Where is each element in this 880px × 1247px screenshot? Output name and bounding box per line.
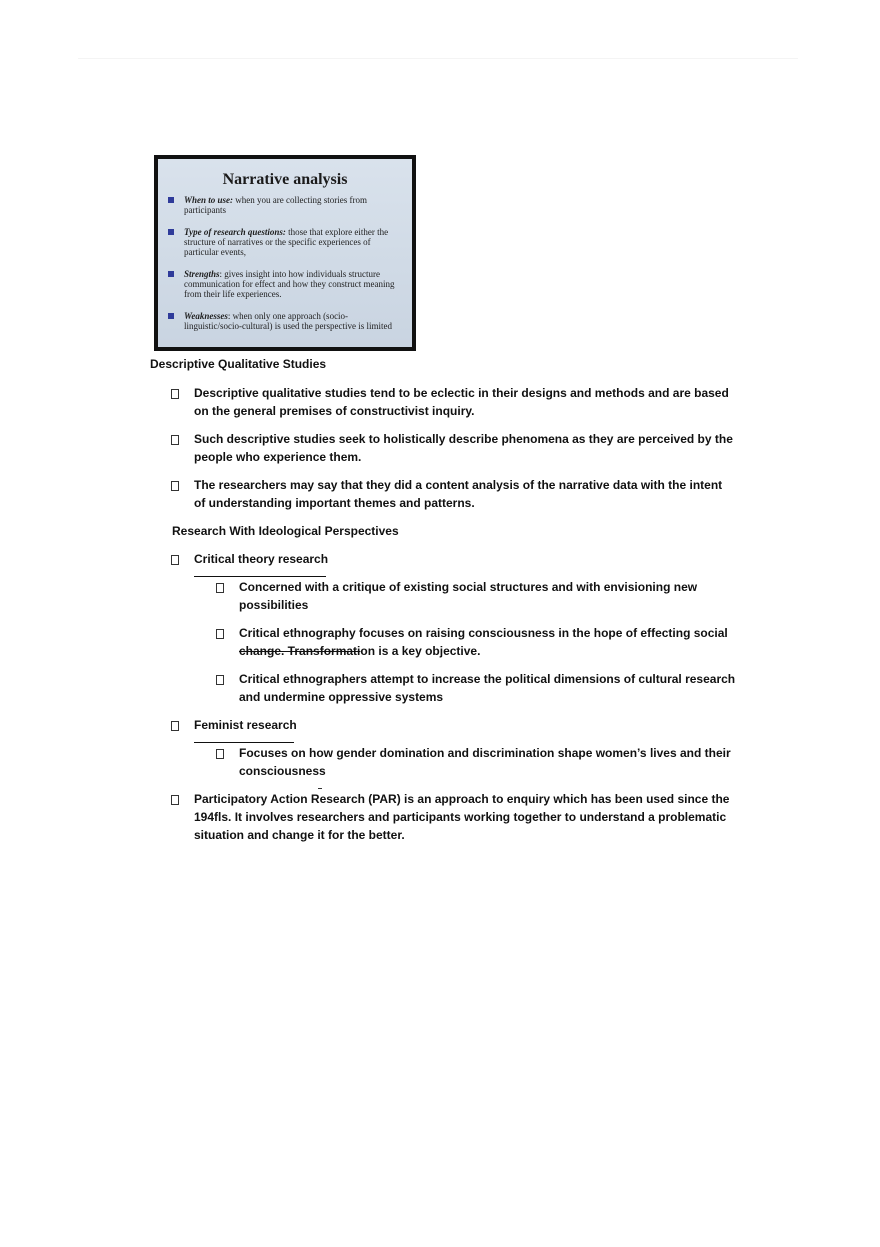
bullet-icon: [216, 749, 224, 759]
feminist-research-title: Feminist research: [194, 718, 297, 732]
section-heading-descriptive: Descriptive Qualitative Studies: [150, 357, 327, 371]
bullet-icon: [171, 795, 179, 805]
square-bullet-icon: [168, 313, 174, 319]
slide-title: Narrative analysis: [222, 171, 348, 188]
square-bullet-icon: [168, 229, 174, 235]
underline-divider: [194, 576, 326, 577]
slide-bullet-text: Strengths: gives insight into how individuals structure communication for effect and how they construct meaning from their life experiences.: [184, 269, 395, 299]
bullet-icon: [171, 481, 179, 491]
struck-text: change. Transformati: [239, 644, 361, 658]
list-item-text: on is a key objective.: [360, 644, 481, 658]
underline-divider: [194, 742, 294, 743]
bullet-icon: [171, 389, 179, 399]
list-item: [239, 624, 734, 660]
list-item-text: Critical ethnography focuses on raising consciousness in the hope of effecting social: [239, 626, 728, 640]
slide-bullet: [168, 269, 400, 299]
list-item: Such descriptive studies seek to holistically describe phenomena as they are perceived by the people who experience them.: [194, 432, 733, 464]
slide-bullet: [168, 311, 400, 331]
page-top-rule: [78, 58, 798, 59]
slide-bullet-text: When to use: when you are collecting stories from participants: [184, 195, 367, 215]
list-item: Descriptive qualitative studies tend to be eclectic in their designs and methods and are based on the general premises of constructivist inquiry.: [194, 386, 729, 418]
slide-bullet-text: Type of research questions: those that explore either the structure of narratives or the specific experiences of particular events,: [184, 227, 389, 257]
bullet-icon: [171, 435, 179, 445]
list-item: Concerned with a critique of existing social structures and with envisioning new possibilities: [239, 580, 698, 612]
square-bullet-icon: [168, 197, 174, 203]
square-bullet-icon: [168, 271, 174, 277]
bullet-icon: [171, 555, 179, 565]
list-item: Critical ethnographers attempt to increase the political dimensions of cultural research and undermine oppressive systems: [239, 672, 736, 704]
slide-bullet: [168, 195, 400, 215]
slide-bullet: [168, 227, 400, 257]
bullet-icon: [171, 721, 179, 731]
critical-theory-title: Critical theory research: [194, 552, 329, 566]
narrative-analysis-slide-image: [154, 155, 416, 351]
list-item: Participatory Action Research (PAR) is an approach to enquiry which has been used since the 194fls. It involves researchers and participants working together to understand a problematic situation and change it for the better.: [194, 792, 730, 842]
bullet-icon: [216, 583, 224, 593]
stray-mark: [318, 788, 322, 789]
slide-bullet-text: Weaknesses: when only one approach (socio-linguistic/socio-cultural) is used the perspective is limited: [184, 311, 392, 331]
bullet-icon: [216, 629, 224, 639]
section-heading-ideological: Research With Ideological Perspectives: [172, 524, 399, 538]
bullet-icon: [216, 675, 224, 685]
list-item: The researchers may say that they did a content analysis of the narrative data with the intent of understanding important themes and patterns.: [194, 478, 723, 510]
list-item: Focuses on how gender domination and discrimination shape women’s lives and their consciousness: [239, 746, 731, 778]
